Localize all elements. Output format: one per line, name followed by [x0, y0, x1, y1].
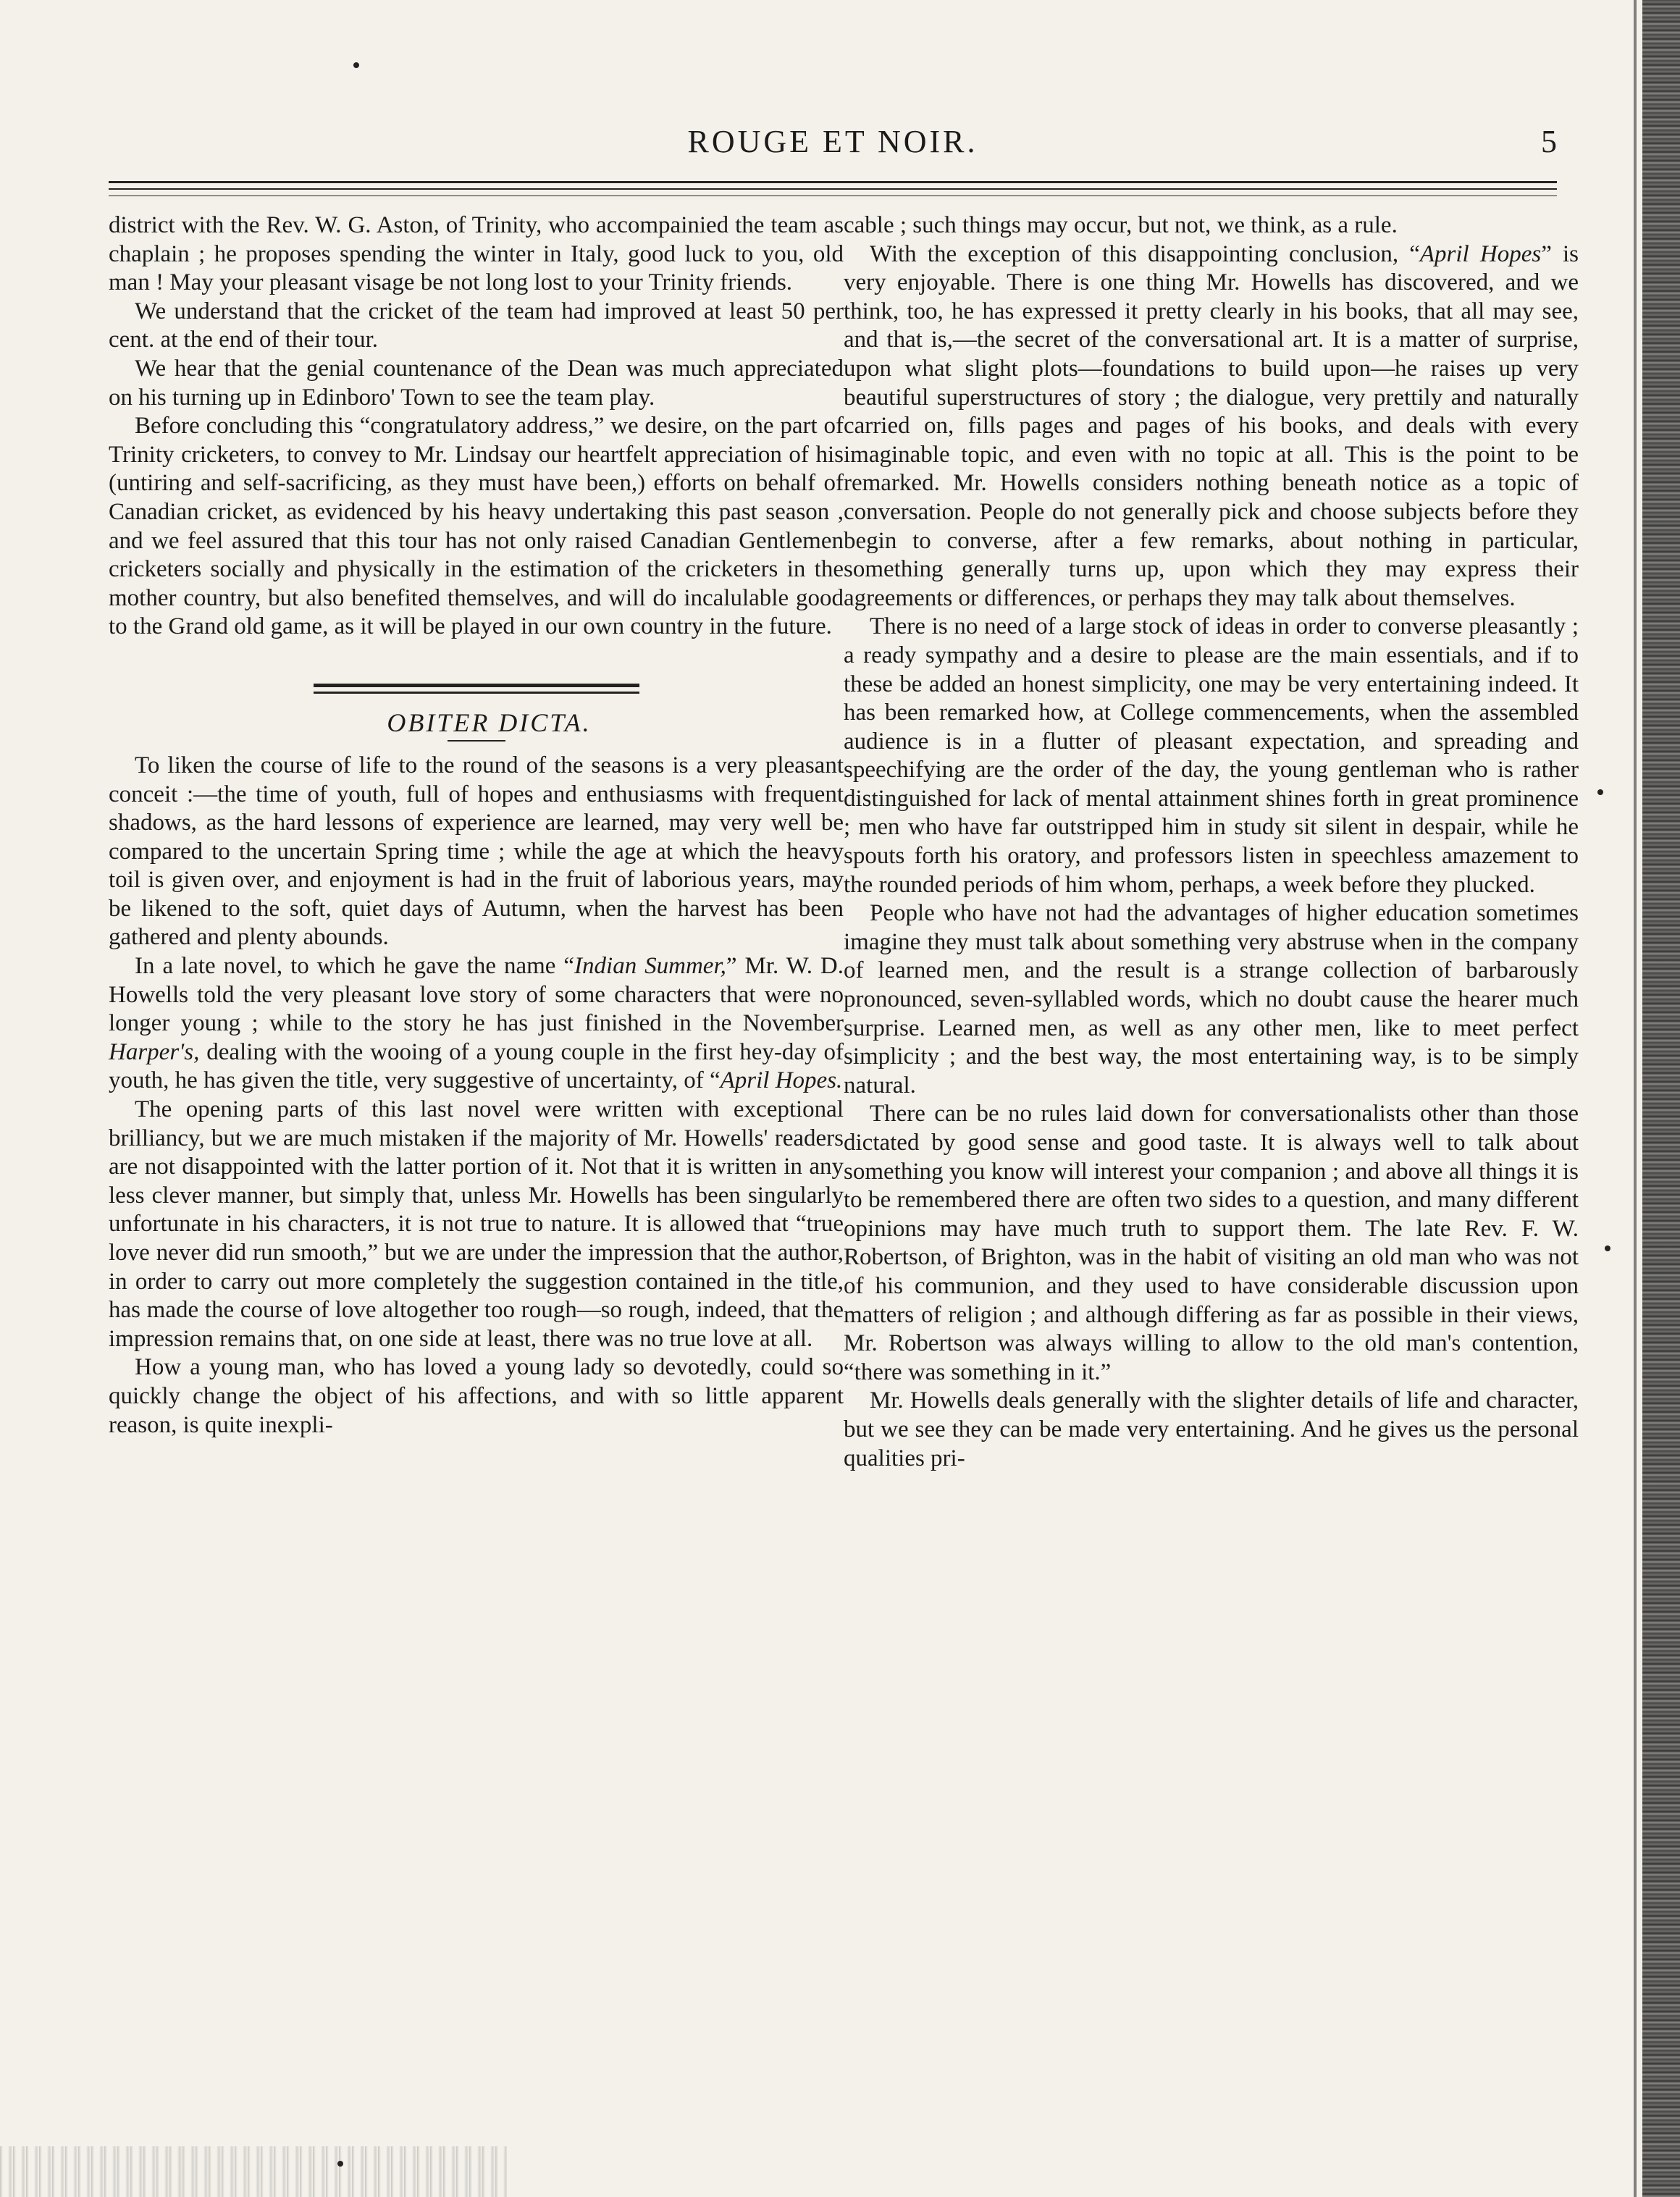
text-run: ” Mr. W. D. Howells told the very pleasant love story of some characters that were no longer young ; while to the story he has just finished in the November	[109, 953, 844, 1037]
header-rule	[109, 181, 1557, 183]
header-rule	[109, 188, 1557, 190]
scan-speck	[353, 62, 359, 68]
paragraph: We hear that the genial countenance of the Dean was much appreciated on his turning up in Edinboro' Town to see the team play.	[109, 355, 844, 411]
page-number: 5	[1541, 124, 1557, 159]
title-underline	[448, 740, 505, 742]
scan-speck	[337, 2161, 343, 2167]
paragraph: To liken the course of life to the round of the seasons is a very pleasant conceit :—the time of youth, full of hopes and enthusiasms with frequent shadows, as the hard lessons of experience are learned, may very well be compared to the uncertain Spring time ; while the age at which the heavy toil is given over, and enjoyment is had in the fruit of laborious years, may be likened to the soft, quiet days of Autumn, when the harvest has been gathered and plenty abounds.	[109, 752, 844, 951]
section-title: OBITER DICTA.	[387, 707, 592, 737]
paragraph: There can be no rules laid down for conversationalists other than those dictated by good sense and good taste. It is always well to talk about something you know will interest your companion ; and above all things it is to be remembered there are often two sides to a question, and many different opinions may have much truth to support them. The late Rev. F. W. Robertson, of Brighton, was in the habit of visiting an old man who was not of his communion, and they used to have considerable discussion upon matters of religion ; and although differing as far as possible in their views, Mr. Robertson was always willing to allow to the old man's contention, “there was something in it.”	[844, 1101, 1579, 1385]
paragraph: Mr. Howells deals generally with the slighter details of life and character, but we see they can be made very entertaining. And he gives us the personal qualities pri-	[844, 1387, 1579, 1471]
right-column	[844, 211, 1579, 1473]
paragraph-novel	[109, 952, 844, 1096]
paragraph: cable ; such things may occur, but not, we think, as a rule.	[844, 212, 1398, 238]
left-column	[109, 211, 844, 1440]
text-run: With the exception of this disappointing conclusion, “	[870, 240, 1420, 267]
text-run: dealing with the wooing of a young couple in the first hey-day of youth, he has given the title, very suggestive of uncertainty, of “	[109, 1038, 844, 1094]
paragraph: We understand that the cricket of the team had improved at least 50 per cent. at the end of their tour.	[109, 298, 844, 353]
scan-edge-strip	[1642, 0, 1680, 2197]
scan-edge-line	[1634, 0, 1637, 2197]
book-title: Indian Summer,	[574, 953, 726, 980]
paragraph: Before concluding this “congratulatory address,” we desire, on the part of Trinity cricketers, to convey to Mr. Lindsay our heartfelt appreciation of his (untiring and self-sacrificing, as they must have been,) efforts on behalf of Canadian cricket, as evidenced by his heavy undertaking this past season , and we feel assured that this tour has not only raised Canadian Gentlemen cricketers socially and physically in the estimation of the cricketers in the mother country, but also benefited themselves, and will do incalulable good to the Grand old game, as it will be played in our own country in the future.	[109, 413, 844, 640]
scan-speck	[1597, 789, 1603, 795]
paragraph: The opening parts of this last novel were written with exceptional brilliancy, but we are much mistaken if the majority of Mr. Howells' readers are not disappointed with the latter portion of it. Not that it is written in any less clever manner, but simply that, unless Mr. Howells has been singularly unfortunate in his characters, it is not true to nature. It is allowed that “true love never did run smooth,” but we are under the impression that the author, in order to carry out more completely the suggestion contained in the title, has made the course of love altogether too rough—so rough, indeed, that the impression remains that, on one side at least, there was no true love at all.	[109, 1096, 844, 1352]
section-divider	[314, 684, 639, 694]
book-title: April Hopes	[1419, 240, 1542, 267]
journal-title: ROUGE ET NOIR.	[687, 124, 978, 159]
scan-noise	[0, 2146, 507, 2197]
running-header	[109, 123, 1557, 174]
text-run: ” is very enjoyable. There is one thing Mr. Howells has discovered, and we think, too, he has expressed it pretty clearly in his books, that all may see, and that is,—the secret of the conversational art. It is a matter of surprise, upon what slight plots—foundations to build upon—he raises up very beautiful superstructures of story ; the dialogue, very prettily and naturally carried on, fills pages and pages of his books, and deals with every imaginable topic, and even with no topic at all. This is the point to be remarked. Mr. Howells considers nothing beneath notice as a topic of conversation. People do not generally pick and choose subjects before they begin to converse, after a few remarks, about nothing in particular, something generally turns up, upon which they may express their agreements or differences, or perhaps they may talk about themselves.	[844, 240, 1579, 611]
magazine-title: Harper's,	[109, 1038, 200, 1065]
paragraph: How a young man, who has loved a young lady so devotedly, could so quickly change the object of his affections, and with so little apparent reason, is quite inexpli-	[109, 1354, 844, 1438]
paragraph: There is no need of a large stock of ideas in order to converse pleasantly ; a ready sympathy and a desire to please are the main essentials, and if to these be added an honest simplicity, one may be very entertaining indeed. It has been remarked how, at College commencements, when the assembled audience is in a flutter of pleasant expectation, and spreading and speechifying are the order of the day, the young gentleman who is rather distinguished for lack of mental attainment shines forth in great prominence ; men who have far outstripped him in study sit silent in despair, while he spouts forth his oratory, and professors listen in speechless amazement to the rounded periods of him whom, perhaps, a week before they plucked.	[844, 613, 1579, 898]
scan-speck	[1605, 1245, 1610, 1251]
paragraph: People who have not had the advantages of higher education sometimes imagine they must talk about something very abstruse when in the company of learned men, and the result is a strange collection of barbarously pronounced, seven-syllabled words, which no doubt cause the hearer much surprise. Learned men, as well as any other men, like to meet perfect simplicity ; and the best way, the most entertaining way, is to be simply natural.	[844, 900, 1579, 1098]
text-run: In a late novel, to which he gave the name “	[135, 953, 575, 980]
paragraph: district with the Rev. W. G. Aston, of Trinity, who accompainied the team as chaplain ; he proposes spending the winter in Italy, good luck to you, old man ! May your pleasant visage be not long lost to your Trinity friends.	[109, 212, 844, 296]
book-title: April Hopes.	[720, 1067, 843, 1094]
paragraph-hopes	[844, 240, 1579, 613]
